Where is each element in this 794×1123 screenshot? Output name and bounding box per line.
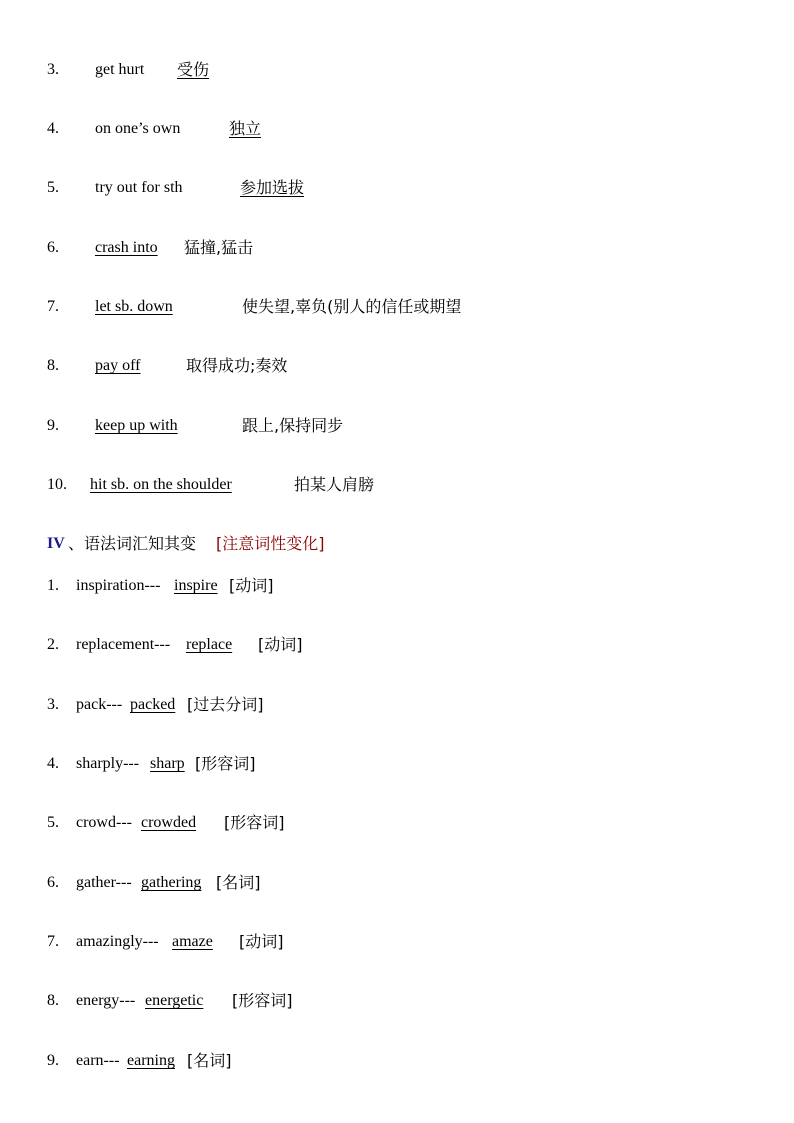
source-word: energy--- bbox=[76, 992, 136, 1009]
source-word: earn--- bbox=[76, 1052, 120, 1069]
item-number: 7. bbox=[47, 298, 59, 315]
item-number: 10. bbox=[47, 476, 67, 493]
item-number: 1. bbox=[47, 577, 59, 594]
source-word: sharply--- bbox=[76, 755, 140, 772]
chinese-meaning: 猛撞,猛击 bbox=[184, 238, 254, 257]
answer-word: sharp bbox=[150, 755, 185, 772]
part-of-speech: [动词] bbox=[239, 932, 284, 951]
english-phrase: crash into bbox=[95, 239, 158, 256]
part-of-speech: [过去分词] bbox=[187, 695, 264, 714]
chinese-meaning: 独立 bbox=[229, 119, 262, 138]
item-number: 4. bbox=[47, 120, 59, 137]
english-phrase: pay off bbox=[95, 357, 141, 374]
source-word: amazingly--- bbox=[76, 933, 159, 950]
item-number: 2. bbox=[47, 636, 59, 653]
item-number: 8. bbox=[47, 357, 59, 374]
item-number: 5. bbox=[47, 814, 59, 831]
english-phrase: get hurt bbox=[95, 61, 145, 78]
part-of-speech: [名词] bbox=[187, 1051, 232, 1070]
answer-word: packed bbox=[130, 696, 176, 713]
answer-word: replace bbox=[186, 636, 233, 653]
section-number: IV bbox=[47, 535, 65, 552]
item-number: 6. bbox=[47, 239, 59, 256]
item-number: 3. bbox=[47, 61, 59, 78]
source-word: crowd--- bbox=[76, 814, 132, 831]
item-number: 6. bbox=[47, 874, 59, 891]
section-title: 、语法词汇知其变 bbox=[68, 534, 197, 553]
part-of-speech: [名词] bbox=[216, 873, 261, 892]
english-phrase: let sb. down bbox=[95, 298, 173, 315]
section-note: [注意词性变化] bbox=[216, 534, 325, 553]
chinese-meaning: 跟上,保持同步 bbox=[242, 416, 344, 435]
answer-word: crowded bbox=[141, 814, 197, 831]
part-of-speech: [动词] bbox=[258, 635, 303, 654]
chinese-meaning: 取得成功;奏效 bbox=[186, 356, 288, 375]
chinese-meaning: 受伤 bbox=[177, 60, 210, 79]
answer-word: gathering bbox=[141, 874, 202, 891]
answer-word: inspire bbox=[174, 577, 218, 594]
chinese-meaning: 参加选拔 bbox=[240, 178, 305, 197]
source-word: gather--- bbox=[76, 874, 132, 891]
answer-word: amaze bbox=[172, 933, 213, 950]
item-number: 5. bbox=[47, 179, 59, 196]
part-of-speech: [形容词] bbox=[224, 813, 285, 832]
source-word: inspiration--- bbox=[76, 577, 161, 594]
chinese-meaning: 拍某人肩膀 bbox=[294, 475, 375, 494]
answer-word: earning bbox=[127, 1052, 175, 1069]
part-of-speech: [形容词] bbox=[232, 991, 293, 1010]
item-number: 7. bbox=[47, 933, 59, 950]
item-number: 9. bbox=[47, 1052, 59, 1069]
answer-word: energetic bbox=[145, 992, 204, 1009]
part-of-speech: [动词] bbox=[229, 576, 274, 595]
source-word: replacement--- bbox=[76, 636, 171, 653]
item-number: 9. bbox=[47, 417, 59, 434]
source-word: pack--- bbox=[76, 696, 123, 713]
item-number: 4. bbox=[47, 755, 59, 772]
english-phrase: keep up with bbox=[95, 417, 178, 434]
part-of-speech: [形容词] bbox=[195, 754, 256, 773]
chinese-meaning: 使失望,辜负(别人的信任或期望 bbox=[242, 297, 462, 316]
english-phrase: try out for sth bbox=[95, 179, 183, 196]
item-number: 8. bbox=[47, 992, 59, 1009]
item-number: 3. bbox=[47, 696, 59, 713]
english-phrase: hit sb. on the shoulder bbox=[90, 476, 232, 493]
english-phrase: on one’s own bbox=[95, 120, 181, 137]
